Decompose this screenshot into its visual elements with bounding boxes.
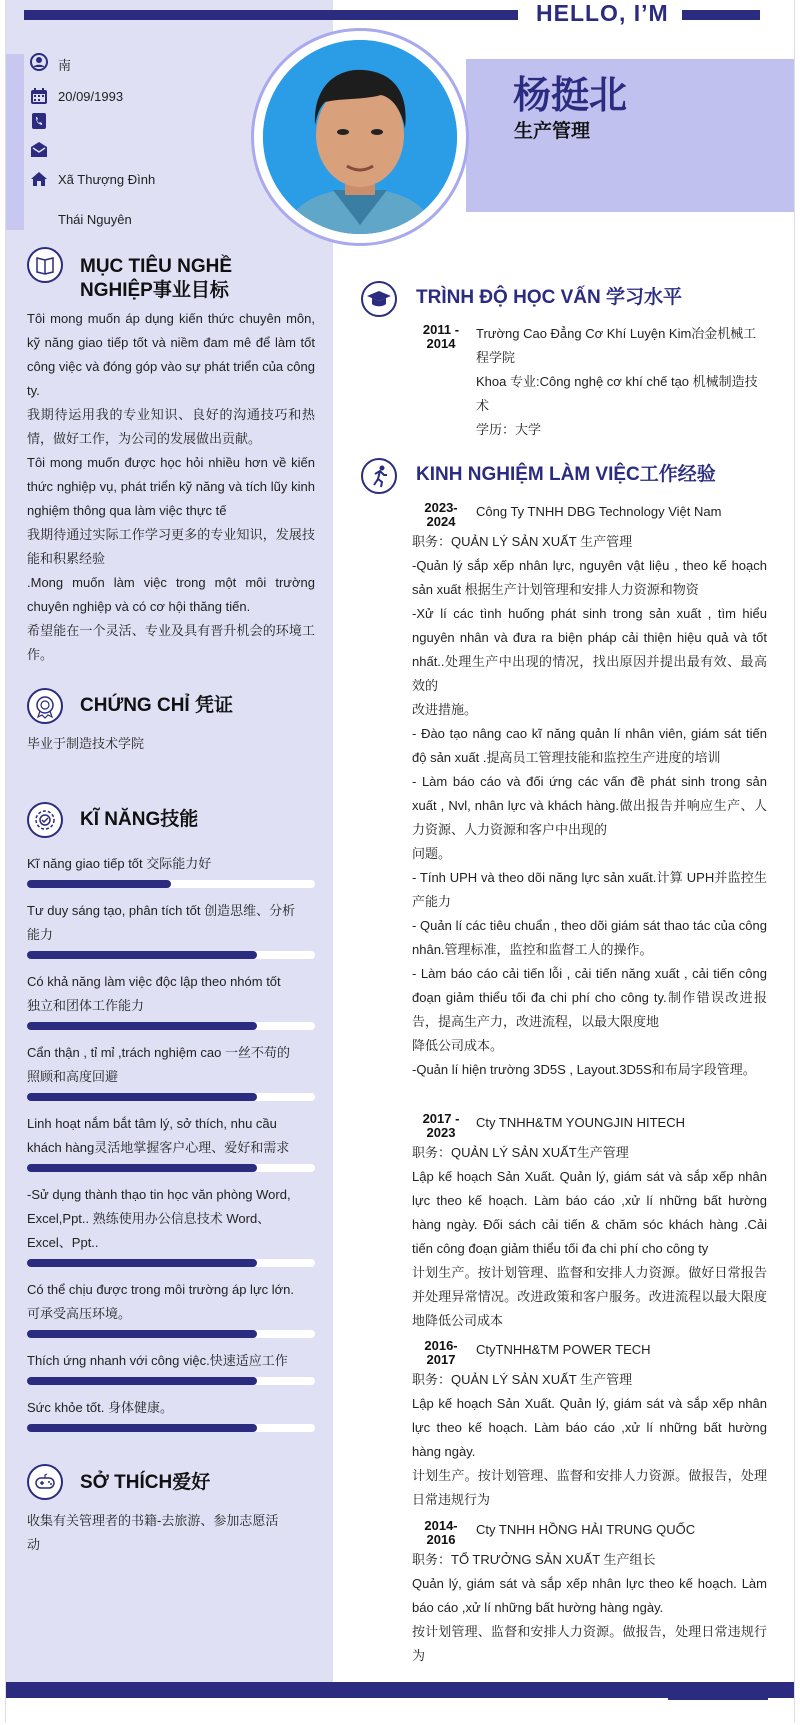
year-start: 2014- (424, 1518, 458, 1533)
job-years (415, 1339, 467, 1367)
objective-paragraph-4: 我期待通过实际工作学习更多的专业知识，发展技能和积累经验 (27, 527, 315, 566)
skill-bar (27, 1330, 315, 1338)
job-years (415, 501, 467, 529)
job-line: -Xử lí các tình huống phát sinh trong sản xuất , tìm hiểu nguyên nhân và đưa ra biện pháp cải thiện hiệu quả và tốt nhất..处理生产中出现的情况，找出原因并提出最有效、最高效的 (412, 606, 767, 693)
skill-bar-fill (27, 1377, 257, 1385)
year-end: 2024 (426, 514, 456, 529)
certificates-text: 毕业于制造技术学院 (27, 736, 145, 751)
running-person-icon (361, 458, 397, 494)
skill-bar (27, 1164, 315, 1172)
job-line: 按计划管理、监督和安排人力资源。做报告，处理日常违规行为 (412, 1624, 767, 1663)
profile-photo (263, 40, 457, 234)
skill-label: Kĩ năng giao tiếp tốt 交际能力好 (27, 856, 212, 871)
objective-title (80, 255, 232, 303)
job-line: -Quản lí hiện trường 3D5S , Layout.3D5S和布局字段管理。 (412, 1062, 756, 1077)
job-line: -Quản lý sắp xếp nhân lực, nguyên vật liệu , theo kế hoạch sản xuất 根据生产计划管理和安排人力资源和物资 (412, 558, 767, 597)
job-line: - Đào tạo nâng cao kĩ năng quản lí nhân viên, giám sát tiến độ sản xuất .提高员工管理技能和监控生产进度的培训 (412, 726, 767, 765)
skill-bar-fill (27, 1259, 257, 1267)
hello-heading: HELLO, I’M (536, 0, 669, 26)
job-line: 降低公司成本。 (412, 1038, 504, 1053)
job-title: 生产管理 (514, 121, 591, 142)
skill-label: Cẩn thận , tỉ mỉ ,trách nghiệm cao 一丝不苟的照顾和高度回避 (27, 1045, 290, 1084)
skill-label: Tư duy sáng tạo, phân tích tốt 创造思维、分析能力 (27, 903, 296, 942)
certificates-title: CHỨNG CHỈ 凭证 (80, 695, 233, 716)
year-end: 2014 (426, 336, 456, 351)
candidate-name: 杨挺北 (513, 75, 628, 117)
job-line: 职务：QUẢN LÝ SẢN XUẤT 生产管理 (412, 1372, 633, 1387)
job-line: - Quản lí các tiêu chuẩn , theo dõi giám sát thao tác của công nhân.管理标准，监控和监督工人的操作。 (412, 918, 767, 957)
skill-bar-fill (27, 1330, 257, 1338)
skill-bar (27, 1259, 315, 1267)
education-degree: 学历：大学 (476, 422, 542, 437)
address-line1: Xã Thượng Đình (58, 172, 156, 187)
job-years (415, 1519, 467, 1547)
objective-paragraph-6: 希望能在一个灵活、专业及具有晋升机会的环境工作。 (27, 623, 315, 662)
gear-badge-icon (27, 802, 63, 838)
education-title: TRÌNH ĐỘ HỌC VẤN 学习水平 (416, 287, 683, 308)
job-line: - Làm báo cáo cải tiến lỗi , cải tiến năng xuất , cải tiến công đoạn giảm thiểu tối đa chi phí cho công ty.制作错误改进报告，提高生产力，改进流程，以最大限度地 (412, 966, 767, 1029)
medal-icon (27, 688, 63, 724)
education-years (415, 323, 467, 351)
hobbies-title: SỞ THÍCH爱好 (80, 1472, 211, 1493)
gamepad-icon (27, 1464, 63, 1500)
job-line: 计划生产。按计划管理、监督和安排人力资源。做报告，处理日常违规行为 (412, 1468, 767, 1507)
resume-page (5, 0, 795, 1722)
skill-bar-fill (27, 951, 257, 959)
job-company: Cty TNHH&TM YOUNGJIN HITECH (476, 1115, 685, 1130)
top-decor-bar-right (682, 10, 760, 20)
education-faculty: Khoa 专业:Công nghệ cơ khí chế tạo 机械制造技术 (476, 374, 758, 413)
gender-text: 南 (58, 58, 72, 73)
skill-label: -Sử dụng thành thạo tin học văn phòng Word, Excel,Ppt.. 熟练使用办公信息技术 Word、Excel、Ppt.. (27, 1187, 291, 1250)
year-end: 2016 (426, 1532, 456, 1547)
job-line: 问题。 (412, 846, 452, 861)
job-line: - Làm báo cáo và đối ứng các vấn đề phát sinh trong sản xuất , Nvl, nhân lực và khách hàng.做出报告并响应生产、人力资源、人力资源和客户中出现的 (412, 774, 767, 837)
skill-bar-fill (27, 880, 171, 888)
skill-bar (27, 1377, 315, 1385)
year-start: 2017 - (422, 1111, 460, 1126)
left-accent-strip (6, 54, 24, 230)
job-line: 职务：TỔ TRƯỞNG SẢN XUẤT 生产组长 (412, 1552, 656, 1567)
objective-paragraph-2: 我期待运用我的专业知识、良好的沟通技巧和热情，做好工作，为公司的发展做出贡献。 (27, 407, 315, 446)
skill-bar (27, 1424, 315, 1432)
address-line2: Thái Nguyên (58, 212, 132, 227)
job-line: 职务：QUẢN LÝ SẢN XUẤT生产管理 (412, 1145, 629, 1160)
skill-bar (27, 880, 315, 888)
envelope-open-icon (30, 140, 48, 158)
year-start: 2016- (424, 1338, 458, 1353)
bottom-decor-line (668, 1698, 768, 1700)
job-line: Quản lý, giám sát và sắp xếp nhân lực theo kế hoạch. Làm báo cáo ,xử lí những bất hường hàng ngày. (412, 1576, 767, 1615)
skill-bar-fill (27, 1093, 257, 1101)
year-start: 2023- (424, 500, 458, 515)
book-icon (27, 247, 63, 283)
year-start: 2011 - (422, 322, 460, 337)
skill-bar-fill (27, 1022, 257, 1030)
job-line: Lập kế hoạch Sản Xuất. Quản lý, giám sát và sắp xếp nhân lực theo kế hoạch. Làm báo cáo ,xử lí những bất hường hàng ngày. (412, 1396, 767, 1459)
job-company: CtyTNHH&TM POWER TECH (476, 1342, 651, 1357)
job-line: - Tính UPH và theo dõi năng lực sản xuất.计算 UPH并监控生产能力 (412, 870, 767, 909)
skill-bar-fill (27, 1164, 257, 1172)
birthday-text: 20/09/1993 (58, 89, 124, 104)
job-line: 计划生产。按计划管理、监督和安排人力资源。做好日常报告并处理异常情况。改进政策和客户服务。改进流程以最大限度地降低公司成本 (412, 1265, 767, 1328)
bottom-decor-bar (6, 1682, 795, 1698)
top-decor-bar-left (24, 10, 518, 20)
user-circle-icon (30, 53, 48, 71)
skill-label: Thích ứng nhanh với công việc.快速适应工作 (27, 1353, 288, 1368)
objective-paragraph-5: .Mong muốn làm việc trong một môi trường chuyên nghiệp và có cơ hội thăng tiến. (27, 575, 315, 614)
objective-title-line2: NGHIỆP事业目标 (80, 280, 229, 301)
skill-bar (27, 951, 315, 959)
skill-label: Sức khỏe tốt. 身体健康。 (27, 1400, 173, 1415)
objective-paragraph-3: Tôi mong muốn được học hỏi nhiều hơn về kiến thức nghiệp vụ, phát triển kỹ năng và tích lũy kinh nghiệm thông qua làm việc thực tế (27, 455, 315, 518)
phone-icon (30, 112, 48, 130)
calendar-icon (30, 87, 48, 105)
skill-label: Có khả năng làm việc độc lập theo nhóm tốt 独立和团体工作能力 (27, 974, 281, 1013)
skills-title: KĨ NĂNG技能 (80, 809, 199, 830)
job-line: Lập kế hoạch Sản Xuất. Quản lý, giám sát và sắp xếp nhân lực theo kế hoạch. Làm báo cáo ,xử lí những bất hường hàng ngày. Đối sách cải tiến & chăm sóc khách hàng .Cải tiến công đoạn giảm thiểu tối đa chi phí cho công ty (412, 1169, 767, 1256)
job-company: Công Ty TNHH DBG Technology Việt Nam (476, 504, 722, 519)
objective-title-line1: MỤC TIÊU NGHỀ (80, 256, 232, 277)
year-end: 2017 (426, 1352, 456, 1367)
home-icon (30, 170, 48, 188)
job-line: 改进措施。 (412, 702, 478, 717)
skill-label: Có thể chịu được trong môi trường áp lực lớn. 可承受高压环境。 (27, 1282, 295, 1321)
hobbies-text: 收集有关管理者的书籍-去旅游、参加志愿活动 (27, 1513, 279, 1552)
objective-paragraph-1: Tôi mong muốn áp dụng kiến thức chuyên môn, kỹ năng giao tiếp tốt và niềm đam mê để làm tốt công việc và đóng góp vào sự phát triển của công ty. (27, 311, 315, 398)
year-end: 2023 (426, 1125, 456, 1140)
education-school: Trường Cao Đẳng Cơ Khí Luyện Kim冶金机械工程学院 (476, 326, 757, 365)
skill-bar (27, 1022, 315, 1030)
skill-bar-fill (27, 1424, 257, 1432)
skill-label: Linh hoạt nắm bắt tâm lý, sở thích, nhu cầu khách hàng灵活地掌握客户心理、爱好和需求 (27, 1116, 290, 1155)
job-line: 职务：QUẢN LÝ SẢN XUẤT 生产管理 (412, 534, 633, 549)
experience-title: KINH NGHIỆM LÀM VIỆC工作经验 (416, 464, 716, 485)
graduation-cap-icon (361, 281, 397, 317)
skill-bar (27, 1093, 315, 1101)
job-company: Cty TNHH HỒNG HẢI TRUNG QUỐC (476, 1522, 696, 1537)
job-years (415, 1112, 467, 1140)
